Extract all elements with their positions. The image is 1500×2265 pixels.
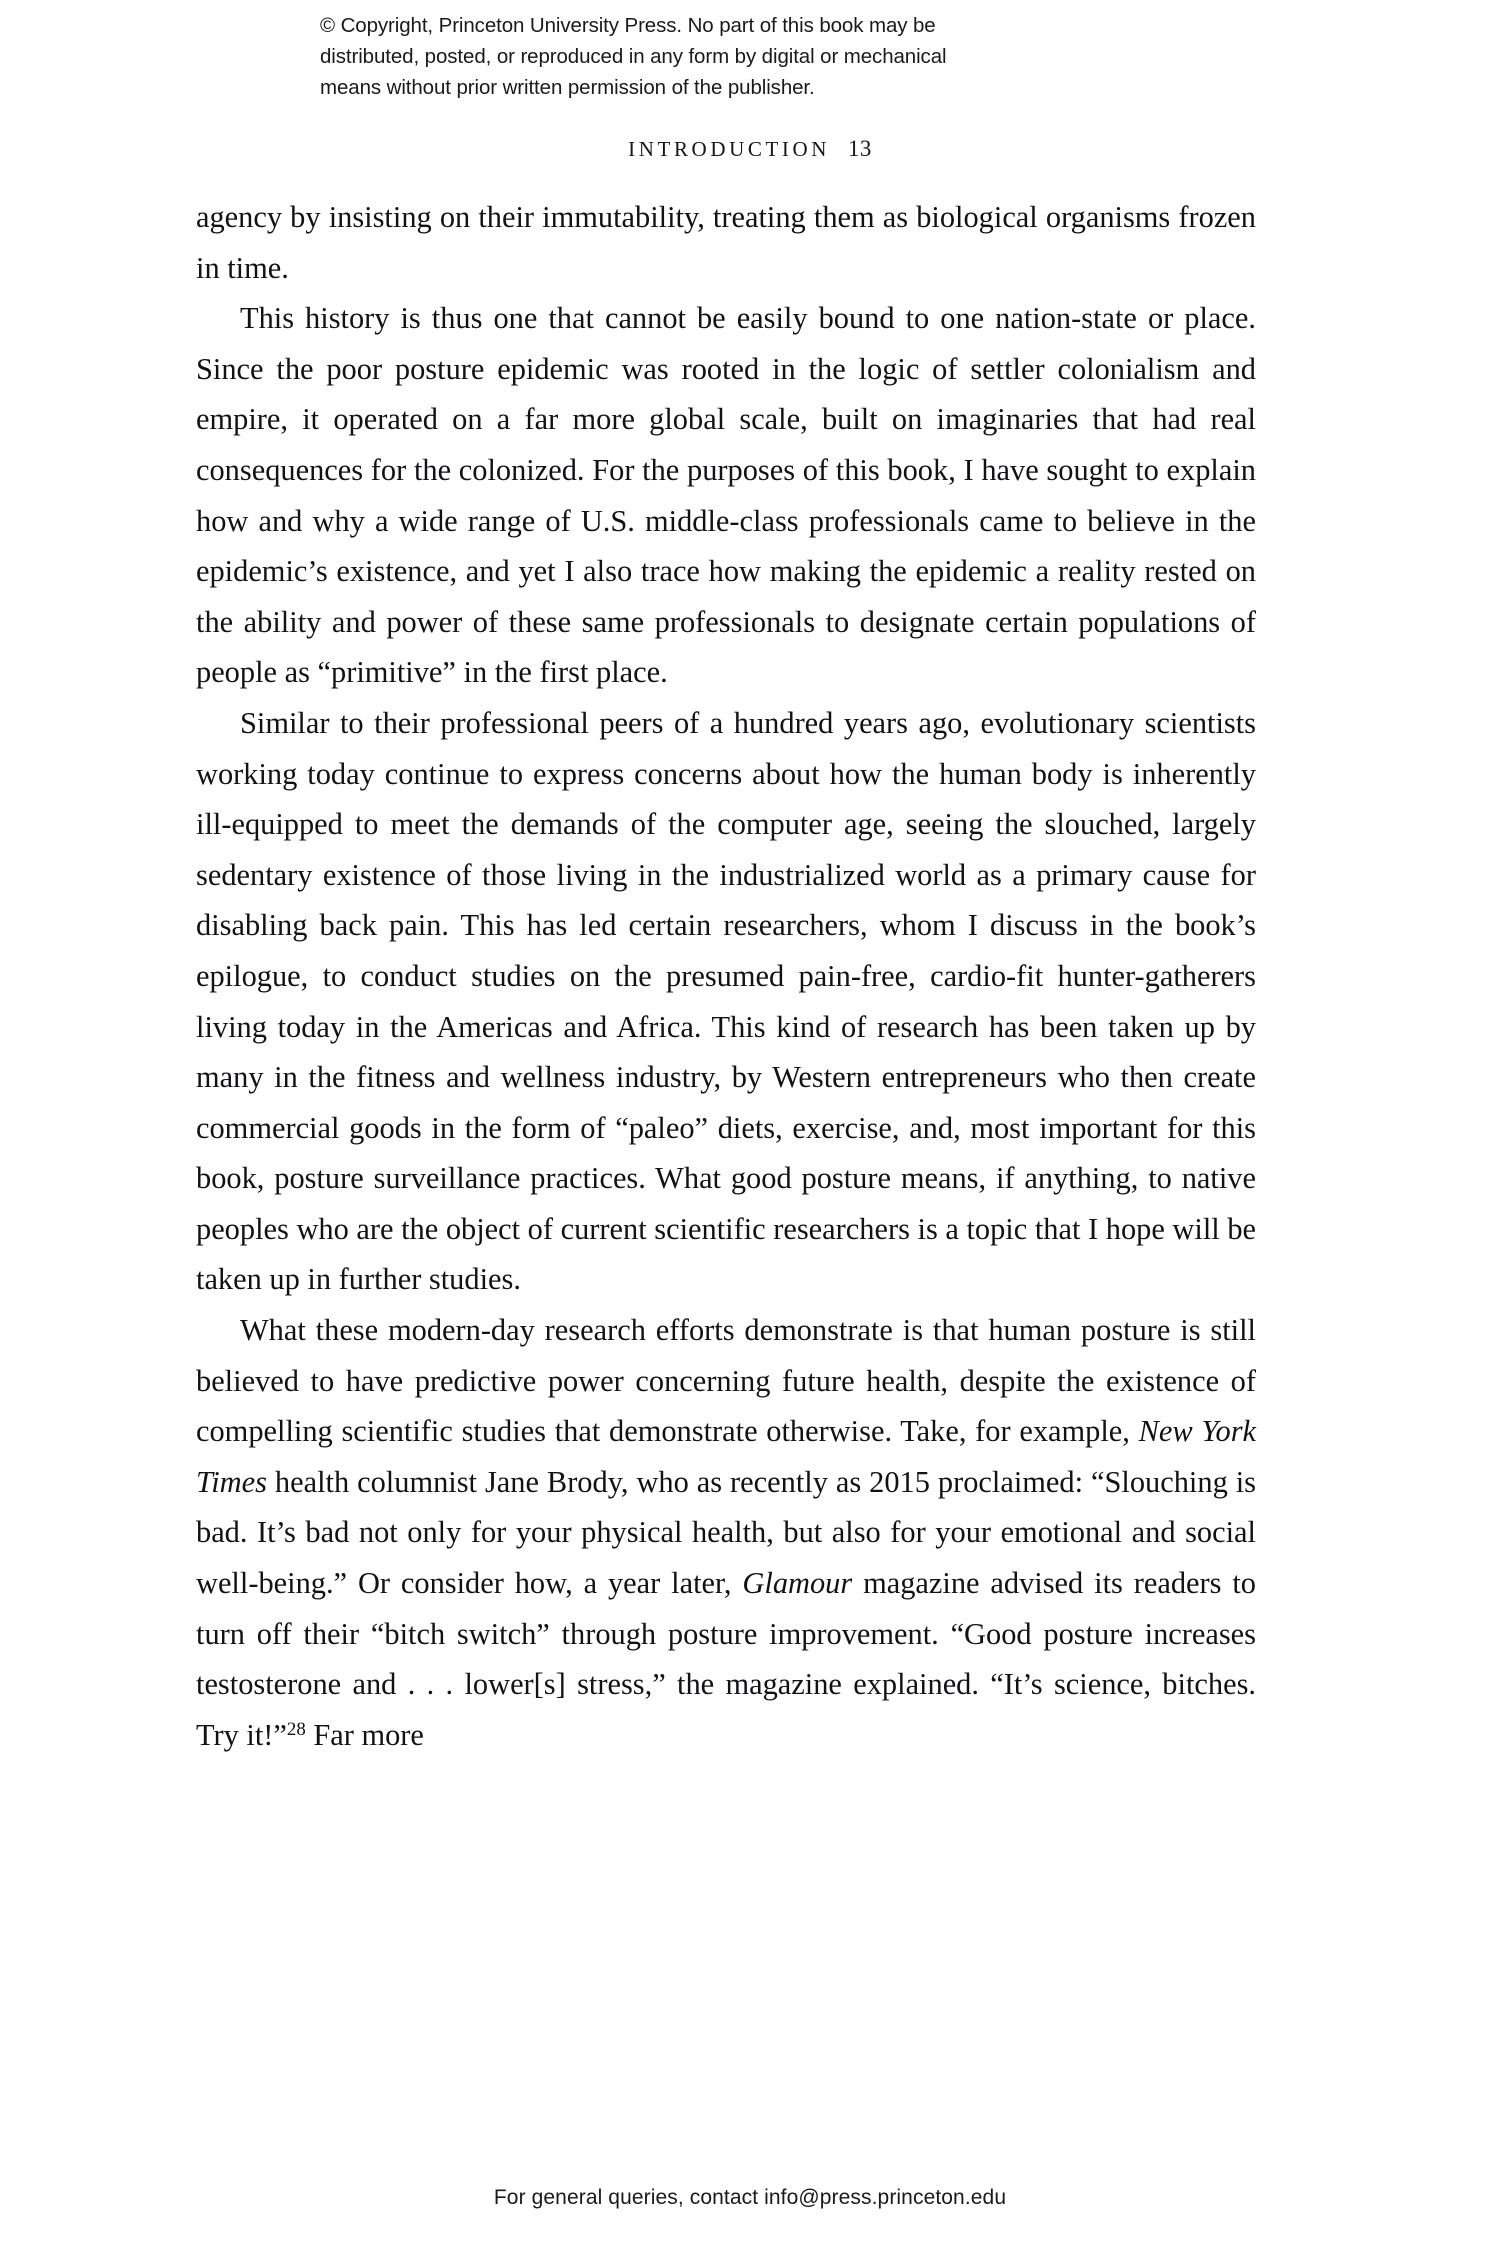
- italic-title: Glamour: [742, 1566, 853, 1601]
- italic-title: New York Times: [196, 1414, 1257, 1499]
- copyright-line-2: distributed, posted, or reproduced in any form by digital or mechanical: [320, 45, 947, 68]
- paragraph-1: agency by insisting on their immutability, treating them as biological organisms frozen in time.: [196, 200, 1256, 285]
- text-run: magazine advised its readers to turn off their “bitch switch” through posture improvement. “Good posture increases testosterone and . . . lower[s] stress,” the magazine explained. “It’s science, bitches. Try it!”: [196, 1566, 1256, 1752]
- text-run: What these modern-day research efforts demonstrate is that human posture is still believed to have predictive power concerning future health, despite the existence of compelling scientific studies that demonstrate otherwise. Take, for example,: [196, 1313, 1256, 1449]
- copyright-line-3: means without prior written permission of the publisher.: [320, 76, 815, 99]
- paragraph-2: This history is thus one that cannot be easily bound to one nation-state or place. Since the poor posture epidemic was rooted in the logic of settler colonialism and empire, it operated on a far more global scale, built on imaginaries that had real consequences for the colonized. For the purposes of this book, I have sought to explain how and why a wide range of U.S. middle-class professionals came to believe in the epidemic’s existence, and yet I also trace how making the epidemic a reality rested on the ability and power of these same professionals to designate certain populations of people as “primitive” in the first place.: [196, 301, 1256, 690]
- paragraph-3: Similar to their professional peers of a hundred years ago, evolutionary scientists working today continue to express concerns about how the human body is inherently ill-equipped to meet the demands of the computer age, seeing the slouched, largely sedentary existence of those living in the industrialized world as a primary cause for disabling back pain. This has led certain researchers, whom I discuss in the book’s epilogue, to conduct studies on the presumed pain-free, cardio-fit hunter-gatherers living today in the Americas and Africa. This kind of research has been taken up by many in the fitness and wellness industry, by Western entrepreneurs who then create commercial goods in the form of “paleo” diets, exercise, and, most important for this book, posture surveillance practices. What good posture means, if anything, to native peoples who are the object of current scientific researchers is a topic that I hope will be taken up in further studies.: [196, 705, 1256, 1297]
- copyright-notice: [320, 10, 1150, 103]
- footnote-marker: 28: [286, 1719, 306, 1741]
- page-footer: For general queries, contact info@press.princeton.edu: [493, 2186, 1007, 2209]
- text-run: Far more: [305, 1717, 424, 1752]
- text-run: health columnist Jane Brody, who as recently as 2015 proclaimed: “Slouching is bad. It’s bad not only for your physical health, but also for your emotional and social well-being.” Or consider how, a year later,: [196, 1464, 1256, 1601]
- running-head-title: INTRODUCTION: [628, 137, 831, 161]
- running-head: [0, 136, 1500, 162]
- paragraph-4: [196, 1305, 1256, 1760]
- copyright-line-1: © Copyright, Princeton University Press. No part of this book may be: [320, 14, 936, 37]
- body-text-column: [196, 192, 1256, 1760]
- page-number: 13: [848, 136, 872, 161]
